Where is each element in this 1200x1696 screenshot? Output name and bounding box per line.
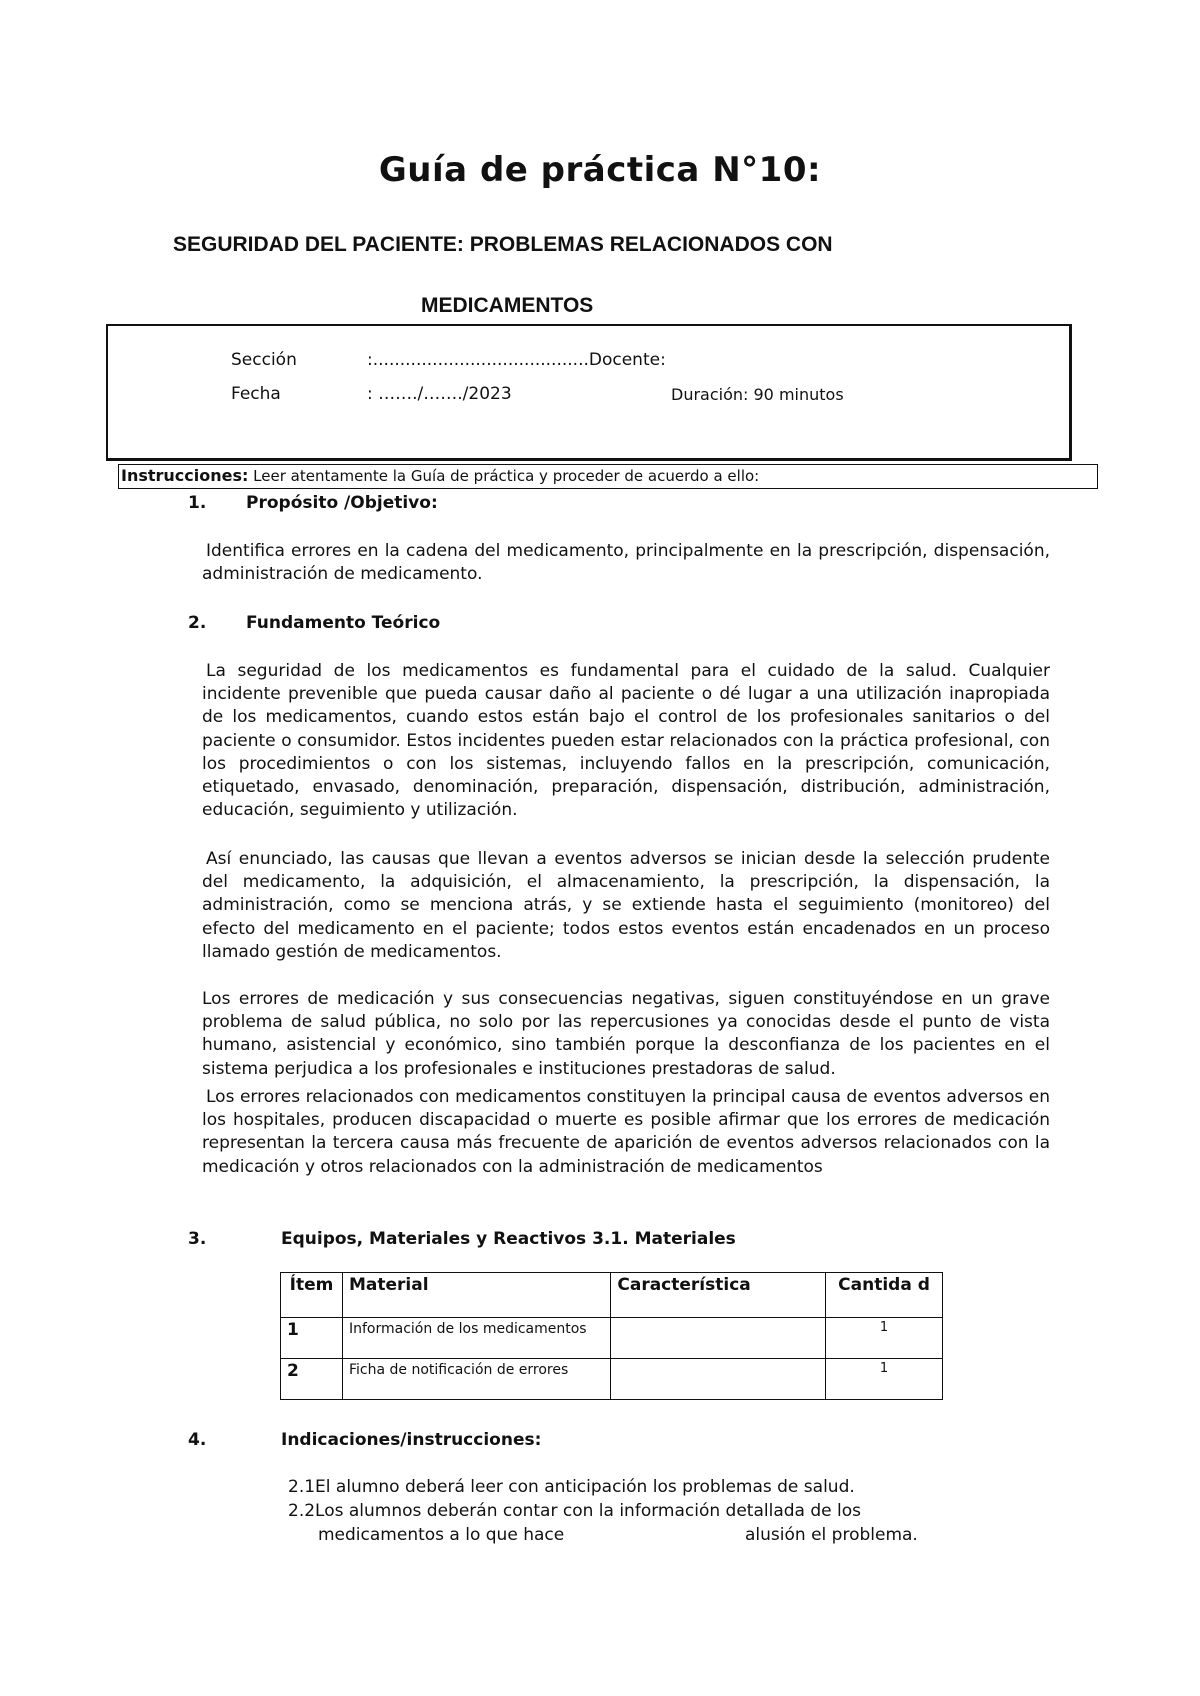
section2-body-4 xyxy=(202,1086,1050,1179)
section3-number: 3. xyxy=(188,1229,207,1249)
section2-paragraph-3: Los errores de medicación y sus consecuencias negativas, siguen constituyéndose en un grave problema de salud pública, no solo por las repercusiones ya conocidas desde el punto de vista humano, asistencial y económico, sino también porque la desconfianza de los pacientes en el sistema perjudica a los profesionales e instituciones prestadoras de salud. xyxy=(202,989,1050,1079)
subtitle-line-1: SEGURIDAD DEL PACIENTE: PROBLEMAS RELACIONADOS CON xyxy=(173,233,833,256)
section2-body-3 xyxy=(202,988,1050,1081)
section1-paragraph: Identifica errores en la cadena del medicamento, principalmente en la prescripción, dispensación, administración de medicamento. xyxy=(202,541,1050,585)
seccion-label: Sección xyxy=(231,350,297,370)
list-item: medicamentos a lo que hace xyxy=(318,1525,565,1545)
list-item: 2.2Los alumnos deberán contar con la información detallada de los xyxy=(288,1501,861,1521)
row2-cantidad: 1 xyxy=(826,1359,943,1400)
header-caracteristica: Característica xyxy=(611,1273,826,1318)
section2-number: 2. xyxy=(188,613,207,633)
section4-heading: Indicaciones/instrucciones: xyxy=(281,1430,542,1450)
section4-number: 4. xyxy=(188,1430,207,1450)
row1-caracteristica xyxy=(611,1318,826,1359)
row2-item: 2 xyxy=(281,1359,343,1400)
subtitle-line-2: MEDICAMENTOS xyxy=(421,294,594,317)
section3-heading: Equipos, Materiales y Reactivos 3.1. Materiales xyxy=(281,1229,736,1249)
duracion: Duración: 90 minutos xyxy=(671,385,844,404)
fecha-value: : ……./……./2023 xyxy=(367,384,512,404)
section1-number: 1. xyxy=(188,493,207,513)
header-cantidad: Cantida d xyxy=(826,1273,943,1318)
list-item: 2.1El alumno deberá leer con anticipación los problemas de salud. xyxy=(288,1477,855,1497)
page-title: Guía de práctica N°10: xyxy=(378,150,822,190)
instructions-label: Instrucciones: xyxy=(121,466,249,485)
instructions-text: Leer atentamente la Guía de práctica y proceder de acuerdo a ello: xyxy=(248,467,760,485)
section1-heading: Propósito /Objetivo: xyxy=(246,493,438,513)
row1-material: Información de los medicamentos xyxy=(342,1318,610,1359)
section2-heading: Fundamento Teórico xyxy=(246,613,441,633)
section1-text xyxy=(202,540,1050,586)
instructions-box xyxy=(118,464,1098,489)
table-row xyxy=(281,1318,943,1359)
row2-caracteristica xyxy=(611,1359,826,1400)
section2-paragraph-1: La seguridad de los medicamentos es fundamental para el cuidado de la salud. Cualquier incidente prevenible que pueda causar daño al paciente o dé lugar a una utilización inapropiada de los medicamentos, cuando estos están bajo el control de los profesionales sanitarios o del paciente o consumidor. Estos incidentes pueden estar relacionados con la práctica profesional, con los procedimientos o con los sistemas, incluyendo fallos en la prescripción, comunicación, etiquetado, envasado, denominación, preparación, dispensación, distribución, administración, educación, seguimiento y utilización. xyxy=(202,661,1050,821)
materials-table xyxy=(280,1272,943,1400)
section2-paragraph-2: Así enunciado, las causas que llevan a eventos adversos se inician desde la selección prudente del medicamento, la adquisición, el almacenamiento, la prescripción, la dispensación, la administración, como se menciona atrás, y se extiende hasta el seguimiento (monitoreo) del efecto del medicamento en el paciente; todos estos eventos están encadenados en un proceso llamado gestión de medicamentos. xyxy=(202,849,1050,962)
fecha-label: Fecha xyxy=(231,384,281,404)
table-row xyxy=(281,1359,943,1400)
header-item: Ítem xyxy=(281,1273,343,1318)
table-header-row xyxy=(281,1273,943,1318)
section2-body-2 xyxy=(202,848,1050,964)
list-item: alusión el problema. xyxy=(745,1525,918,1545)
row2-material: Ficha de notificación de errores xyxy=(342,1359,610,1400)
row1-item: 1 xyxy=(281,1318,343,1359)
seccion-value: :........................................Docente: xyxy=(367,350,666,370)
row1-cantidad: 1 xyxy=(826,1318,943,1359)
section2-paragraph-4: Los errores relacionados con medicamentos constituyen la principal causa de eventos adversos en los hospitales, producen discapacidad o muerte es posible afirmar que los errores de medicación representan la tercera causa más frecuente de aparición de eventos adversos relacionados con la medicación y otros relacionados con la administración de medicamentos xyxy=(202,1087,1050,1177)
section2-body xyxy=(202,660,1050,822)
header-material: Material xyxy=(342,1273,610,1318)
